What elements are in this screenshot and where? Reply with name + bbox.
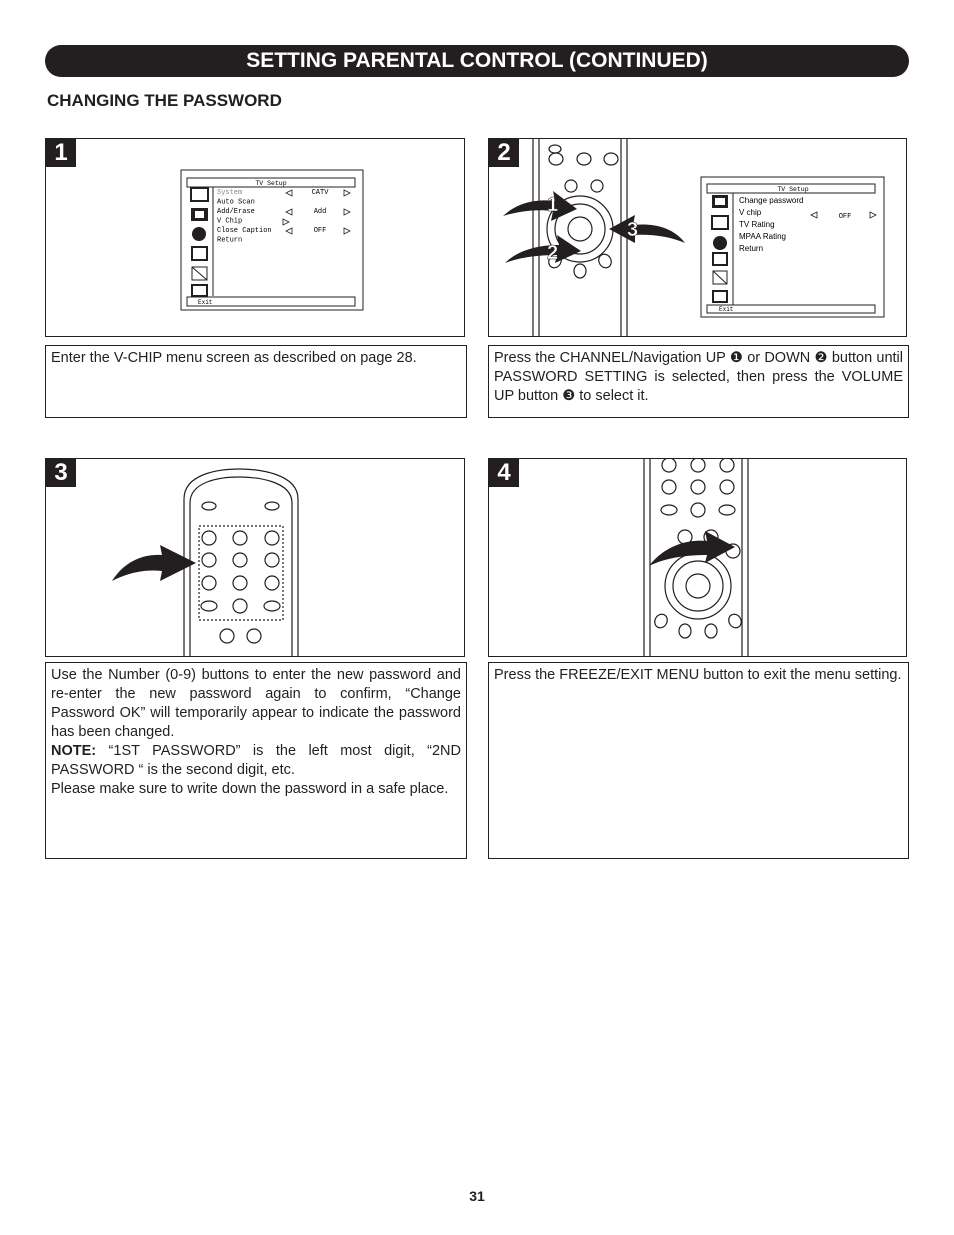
step-4-description <box>488 662 909 859</box>
step-2-text: Press the CHANNEL/Navigation UP ❶ or DOWN ❷ button until PASSWORD SETTING is selected, then press the VOLUME UP button ❸ to select it. <box>494 350 903 404</box>
step-3-text: Use the Number (0-9) buttons to enter the new password and re-enter the new password again to confirm, “Change Password OK” will temporarily appear to indicate the password has been changed. <box>51 667 461 740</box>
menu-row-label: Change password <box>739 196 804 205</box>
menu-row-value: OFF <box>838 213 852 221</box>
pointer-arrows <box>503 191 685 263</box>
step-4-number: 4 <box>489 459 519 487</box>
setup-icon <box>713 291 727 302</box>
menu-row-label: MPAA Rating <box>739 232 786 241</box>
page-title: SETTING PARENTAL CONTROL (CONTINUED) <box>246 49 708 72</box>
tv-icon <box>191 188 208 201</box>
number-keypad-highlight <box>199 526 283 620</box>
section-heading: CHANGING THE PASSWORD <box>47 91 282 110</box>
step-2-number: 2 <box>489 139 519 167</box>
audio-icon <box>713 236 727 250</box>
step-2-description <box>488 345 909 418</box>
tv-setup-screen-1 <box>46 139 465 337</box>
screen2-exit-label: Exit <box>719 306 734 313</box>
menu-row-label: Close Caption <box>217 227 272 235</box>
tv-setup-screen-2 <box>701 177 884 317</box>
menu-row-label: V chip <box>739 208 762 217</box>
step-4-illustration <box>488 458 907 657</box>
menu-row-label: Return <box>739 244 764 253</box>
menu-row-label: TV Rating <box>739 220 775 229</box>
note-label: NOTE: <box>51 743 97 759</box>
step-3-illustration <box>45 458 465 657</box>
remote-number-pad-drawing <box>46 459 465 657</box>
remote-exit-button-drawing <box>489 459 907 657</box>
menu-row-value: CATV <box>311 189 329 197</box>
remote-navigation-drawing <box>489 139 907 337</box>
picture-icon <box>712 216 728 229</box>
step-1-description <box>45 345 467 418</box>
arrow-up-icon <box>503 191 577 221</box>
step-1-number: 1 <box>46 139 76 167</box>
step-4-text: Press the FREEZE/EXIT MENU button to exit the menu setting. <box>494 667 902 683</box>
page-number: 31 <box>469 1188 485 1204</box>
step-2-illustration <box>488 138 907 337</box>
menu-row-label: Auto Scan <box>217 198 255 207</box>
menu-row-value: OFF <box>313 227 327 235</box>
step-1-text: Enter the V-CHIP menu screen as described on page 28. <box>51 350 417 366</box>
menu-row-label: V Chip <box>217 217 243 226</box>
screen1-exit-label: Exit <box>198 299 213 306</box>
step-3-extra-text: Please make sure to write down the password in a safe place. <box>51 781 449 797</box>
speaker-icon <box>713 253 727 265</box>
speaker-icon <box>192 247 207 260</box>
step-1-illustration <box>45 138 465 337</box>
screen1-title: TV Setup <box>255 180 287 187</box>
step-3-number: 3 <box>46 459 76 487</box>
callout-3: 3 <box>627 219 639 241</box>
screen2-title: TV Setup <box>777 186 809 193</box>
audio-icon <box>192 227 206 241</box>
note-text: “1ST PASSWORD” is the left most digit, “2ND PASSWORD “ is the second digit, etc. <box>51 743 461 778</box>
step-3-description <box>45 662 467 859</box>
page-title-banner <box>45 45 909 77</box>
menu-row-label: System <box>217 189 243 197</box>
step-3-note <box>51 742 461 780</box>
arrow-down-icon <box>505 235 581 263</box>
callout-1: 1 <box>547 194 559 216</box>
setup-icon <box>192 285 207 296</box>
menu-row-label: Return <box>217 236 243 245</box>
callout-2: 2 <box>547 242 559 264</box>
menu-row-label: Add/Erase <box>217 208 255 216</box>
menu-row-value: Add <box>313 208 327 216</box>
